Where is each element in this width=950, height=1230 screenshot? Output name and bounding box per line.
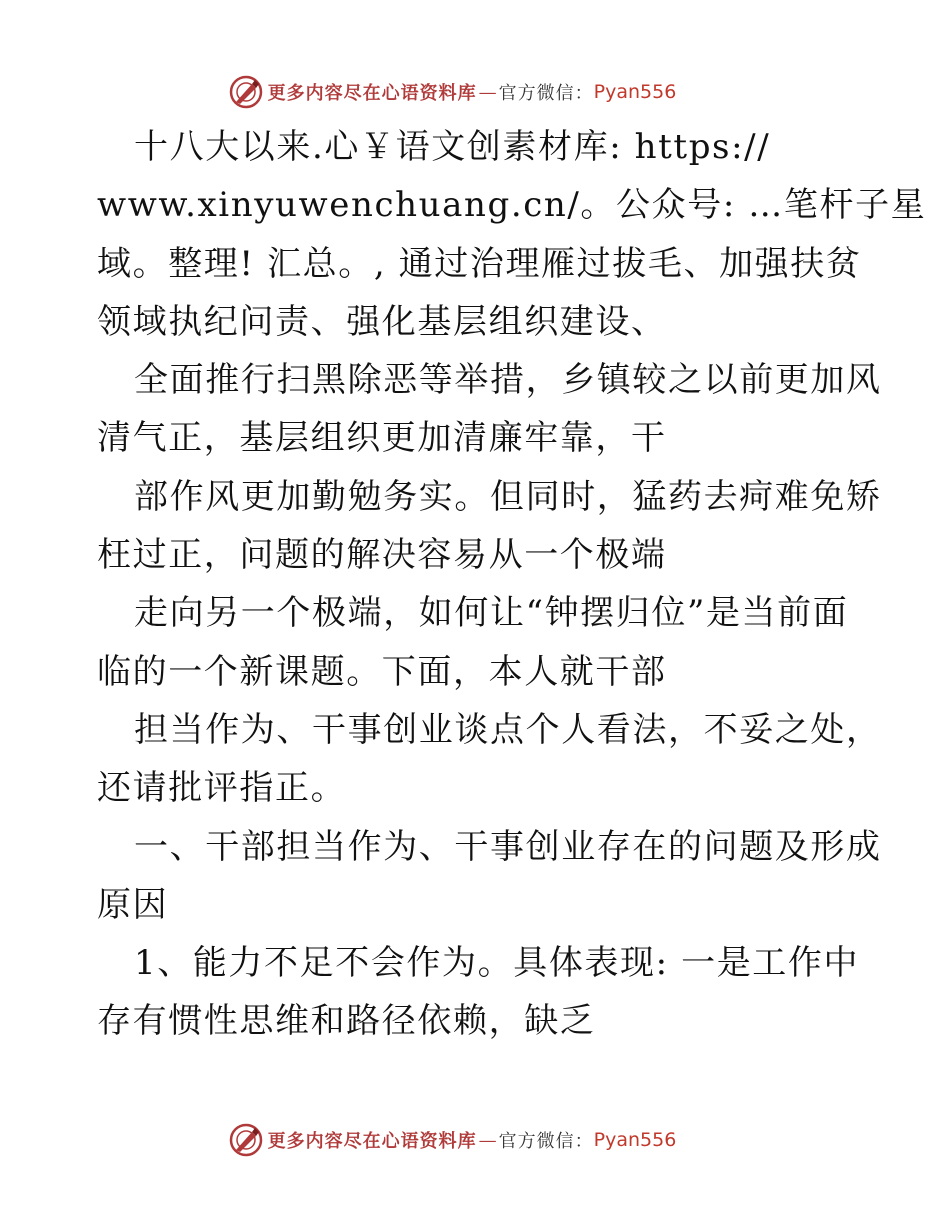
- footer-watermark: [0, 1120, 950, 1160]
- section-heading-continued: 原因: [97, 884, 169, 925]
- text-line: 域。整理! 汇总。, 通过治理雁过拔毛、加强扶贫: [97, 243, 862, 284]
- text-line: 还请批评指正。: [97, 768, 347, 809]
- text-line: 1、能力不足不会作为。具体表现: 一是工作中: [134, 943, 860, 984]
- document-body: [97, 118, 927, 1051]
- text-line: 清气正，基层组织更加清廉牢靠，干: [97, 418, 667, 459]
- text-line: 存有惯性思维和路径依赖，缺乏: [97, 1001, 596, 1042]
- watermark-wechat-label: 官方微信：: [498, 1131, 594, 1152]
- text-line: 枉过正，问题的解决容易从一个极端: [97, 535, 667, 576]
- watermark-wechat-label: 官方微信：: [498, 83, 594, 104]
- text-line: 十八大以来.心￥语文创素材库: https://: [134, 127, 771, 167]
- watermark-text: 更多内容尽在心语资料库: [267, 83, 477, 104]
- text-line: 部作风更加勤勉务实。但同时，猛药去疴难免矫: [134, 476, 882, 517]
- watermark-text: 更多内容尽在心语资料库: [267, 1131, 477, 1152]
- section-heading: 一、干部担当作为、干事创业存在的问题及形成: [134, 826, 882, 867]
- watermark-separator: —: [478, 81, 497, 103]
- watermark-wechat-id: Pyan556: [593, 81, 677, 103]
- text-line: 走向另一个极端，如何让“钟摆归位”是当前面: [134, 593, 849, 634]
- text-line: 全面推行扫黑除恶等举措，乡镇较之以前更加风: [134, 360, 882, 401]
- pen-logo-icon: [228, 74, 264, 110]
- text-line: 临的一个新课题。下面，本人就干部: [97, 651, 667, 692]
- text-line: 担当作为、干事创业谈点个人看法，不妥之处，: [134, 709, 882, 750]
- watermark-wechat-id: Pyan556: [593, 1129, 677, 1151]
- text-line: 领域执纪问责、强化基层组织建设、: [97, 301, 667, 342]
- text-line: www.xinyuwenchuang.cn/。公众号: …笔杆子星: [97, 185, 927, 226]
- header-watermark: [0, 72, 950, 112]
- pen-logo-icon: [228, 1122, 264, 1158]
- watermark-separator: —: [478, 1129, 497, 1151]
